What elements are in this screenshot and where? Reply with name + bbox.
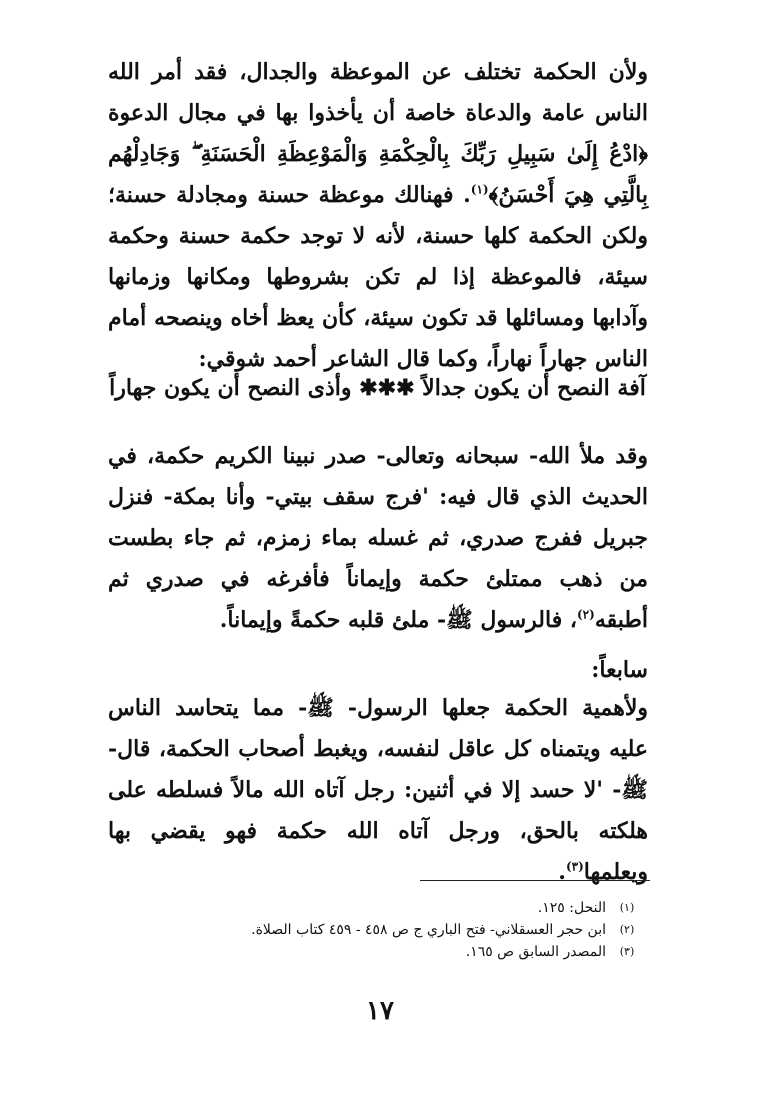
footnote-ref-3: (٣) [565, 859, 584, 874]
paragraph-1-text: ولأن الحكمة تختلف عن الموعظة والجدال، فقد أمر الله الناس عامة والدعاة خاصة أن يأخذوا بها في مجال الدعوة ﴿ادْعُ إِلَىٰ سَبِيلِ رَبِّكَ بِالْحِكْمَةِ وَالْمَوْعِظَةِ الْحَسَنَةِ ۖ وَجَادِلْهُم بِالَّتِي هِيَ أَحْسَنُ﴾ [108, 59, 648, 208]
footnote-1 [108, 897, 648, 919]
paragraph-1-text-after: . فهنالك موعظة حسنة ومجادلة حسنة؛ ولكن الحكمة كلها حسنة، لأنه لا توجد حكمة حسنة وحكمة سيئة، فالموعظة إذا لم تكن بشروطها ومكانها وزمانها وآدابها ومسائلها قد تكون سيئة، كأن يعظ أخاه وينصحه أمام الناس جهاراً نهاراً، وكما قال الشاعر أحمد شوقي: [108, 182, 648, 372]
page-number: ١٧ [366, 996, 394, 1026]
paragraph-3 [108, 688, 648, 893]
footnote-3-text: المصدر السابق ص ١٦٥. [465, 944, 606, 960]
paragraph-3-text: ولأهمية الحكمة جعلها الرسول- ﷺ- مما يتحاسد الناس عليه ويتمناه كل عاقل لنفسه، ويغبط أصحاب الحكمة، قال- ﷺ- 'لا حسد إلا في أثنين: رجل آتاه الله مالاً فسلطه على هلكته بالحق، ورجل آتاه الله حكمة فهو يقضي بها ويعلمها [108, 695, 648, 885]
footnote-divider [420, 880, 650, 881]
footnote-2 [108, 919, 648, 941]
footnote-2-text: ابن حجر العسقلاني- فتح الباري ج ص ٤٥٨ - ٤٥٩ كتاب الصلاة. [251, 922, 606, 938]
footnote-2-number: (٢) [619, 923, 635, 936]
paragraph-2 [108, 436, 648, 641]
footnote-1-number: (١) [619, 901, 635, 914]
paragraph-3-text-after: . [558, 859, 566, 885]
footnote-3-number: (٣) [619, 945, 635, 958]
paragraph-2-text: وقد ملأ الله- سبحانه وتعالى- صدر نبينا الكريم حكمة، في الحديث الذي قال فيه: 'فرج سقف بيتي- وأنا بمكة- فنزل جبريل ففرج صدري، ثم غسله بماء زمزم، ثم جاء بطست من ذهب ممتلئ حكمة وإيماناً فأفرغه في صدري ثم أطبقه [108, 443, 648, 633]
paragraph-2-text-after: ، فالرسول ﷺ- ملئ قلبه حكمةً وإيماناً. [219, 607, 577, 633]
footnote-3 [108, 941, 648, 963]
section-heading: سابعاً: [591, 657, 648, 683]
footnote-ref-1: (١) [470, 182, 489, 197]
footnote-1-text: النحل: ١٢٥. [537, 900, 606, 916]
poetry-verse: آفة النصح أن يكون جدالاً ✱✱✱ وأذى النصح أن يكون جهاراً [109, 375, 646, 401]
paragraph-1 [108, 52, 648, 380]
footnote-ref-2: (٢) [576, 607, 595, 622]
